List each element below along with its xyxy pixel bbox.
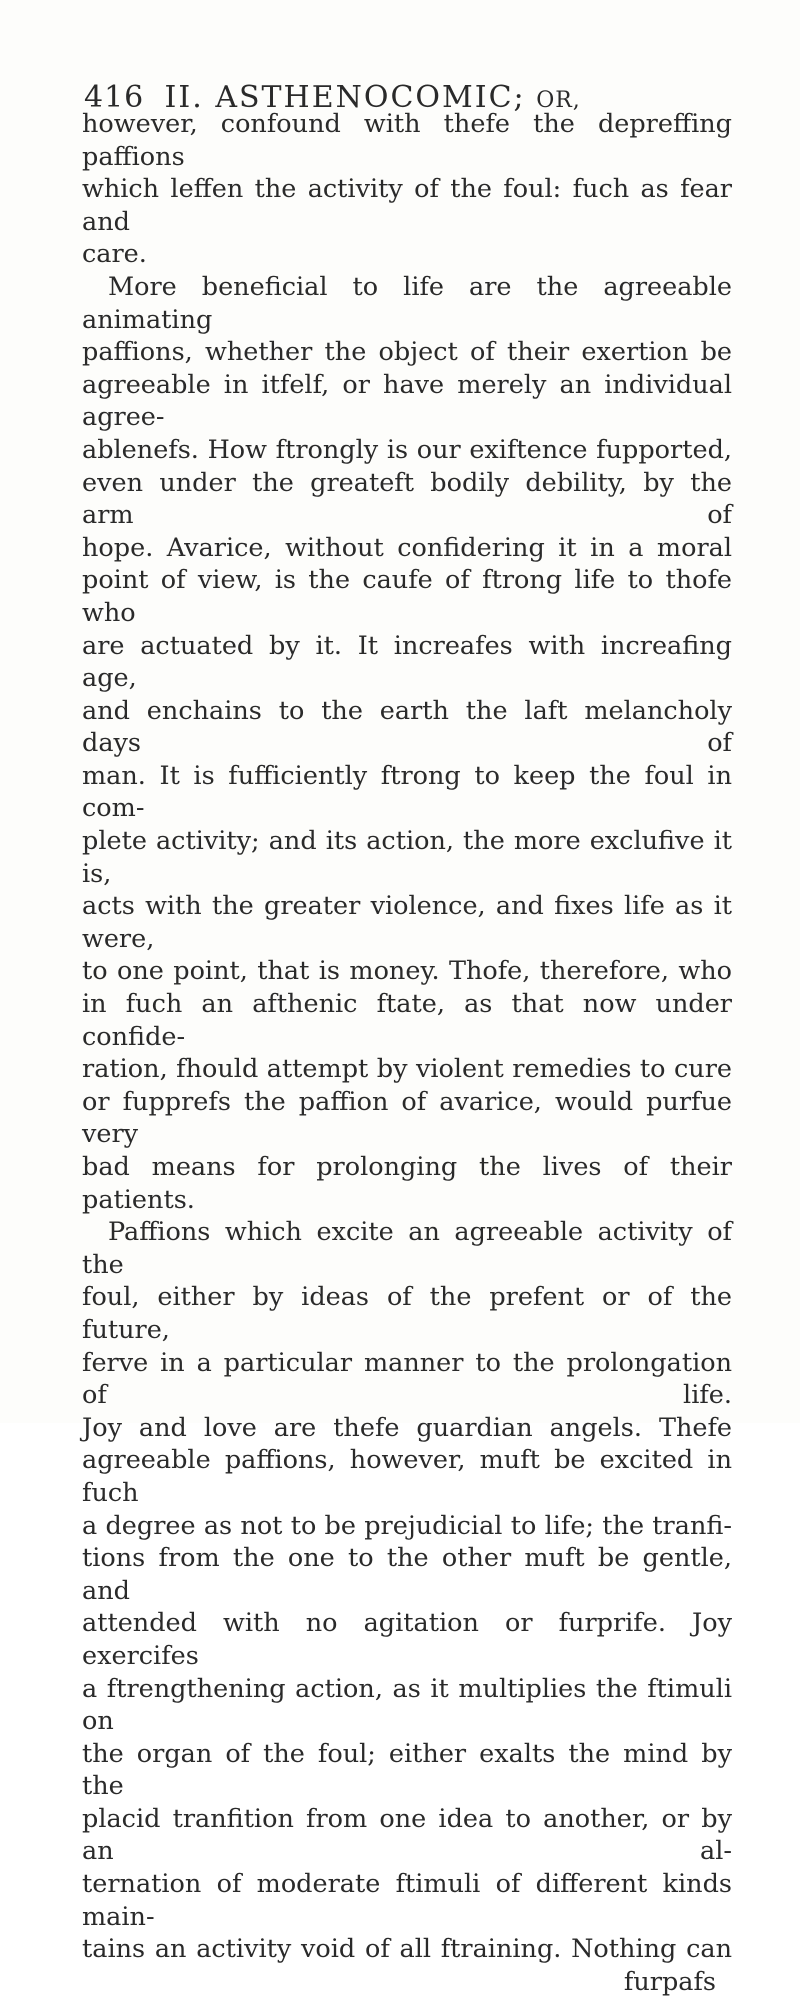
text-line: agreeable in itfelf, or have merely an individual agree- bbox=[82, 369, 732, 433]
text-line: bad means for prolonging the lives of their patients. bbox=[82, 1152, 732, 1215]
text-line: are actuated by it. It increafes with increafing age, bbox=[82, 630, 732, 694]
text-line: to one point, that is money. Thofe, therefore, who bbox=[82, 956, 732, 987]
text-line: ternation of moderate ftimuli of different kinds main- bbox=[82, 1869, 732, 1932]
text-line: ration, fhould attempt by violent remedies to cure bbox=[82, 1054, 732, 1085]
page-number: 416 bbox=[84, 80, 145, 115]
text-line: ferve in a particular manner to the prolongation of life. bbox=[82, 1347, 732, 1411]
text-line: plete activity; and its action, the more exclufive it is, bbox=[82, 826, 732, 889]
text-line: placid tranfition from one idea to another, or by an al- bbox=[82, 1803, 732, 1867]
catchword: furpafs bbox=[623, 1966, 716, 1997]
running-title-continuation: OR, bbox=[536, 88, 581, 113]
text-line: paffions, whether the object of their exertion be bbox=[82, 337, 732, 368]
text-line: point of view, is the caufe of ftrong life to thofe who bbox=[82, 565, 732, 628]
text-line: however, confound with thefe the depreffing paffions bbox=[82, 109, 732, 172]
text-line: More beneficial to life are the agreeable animating bbox=[82, 271, 732, 335]
text-line: man. It is fufficiently ftrong to keep the foul in com- bbox=[82, 760, 732, 824]
text-line: acts with the greater violence, and fixes life as it were, bbox=[82, 891, 732, 954]
text-line: foul, either by ideas of the prefent or of the future, bbox=[82, 1282, 732, 1345]
text-line: care. bbox=[82, 239, 147, 270]
body-text bbox=[82, 108, 732, 1998]
text-line: which leffen the activity of the foul: fuch as fear and bbox=[82, 174, 732, 237]
running-title: II. ASTHENOCOMIC; bbox=[164, 80, 526, 115]
text-line: tains an activity void of all ftraining. Nothing can bbox=[82, 1934, 732, 1965]
text-line: attended with no agitation or furprife. Joy exercifes bbox=[82, 1608, 732, 1671]
text-line: even under the greateft bodily debility, by the arm of bbox=[82, 467, 732, 531]
text-line: tions from the one to the other muft be gentle, and bbox=[82, 1543, 732, 1606]
text-line: Joy and love are thefe guardian angels. Thefe bbox=[82, 1412, 732, 1443]
text-line: in fuch an afthenic ftate, as that now under confide- bbox=[82, 989, 732, 1052]
text-line: and enchains to the earth the laft melancholy days of bbox=[82, 695, 732, 759]
text-line: a degree as not to be prejudicial to life; the tranfi- bbox=[82, 1510, 732, 1541]
text-line: hope. Avarice, without confidering it in a moral bbox=[82, 532, 732, 563]
text-line: the organ of the foul; either exalts the mind by the bbox=[82, 1738, 732, 1802]
text-line: agreeable paffions, however, muft be excited in fuch bbox=[82, 1445, 732, 1508]
text-line: a ftrengthening action, as it multiplies the ftimuli on bbox=[82, 1673, 732, 1737]
text-line: ablenefs. How ftrongly is our exiftence fupported, bbox=[82, 434, 732, 465]
text-line: or fupprefs the paffion of avarice, would purfue very bbox=[82, 1086, 732, 1150]
text-line: Paffions which excite an agreeable activity of the bbox=[82, 1217, 732, 1280]
